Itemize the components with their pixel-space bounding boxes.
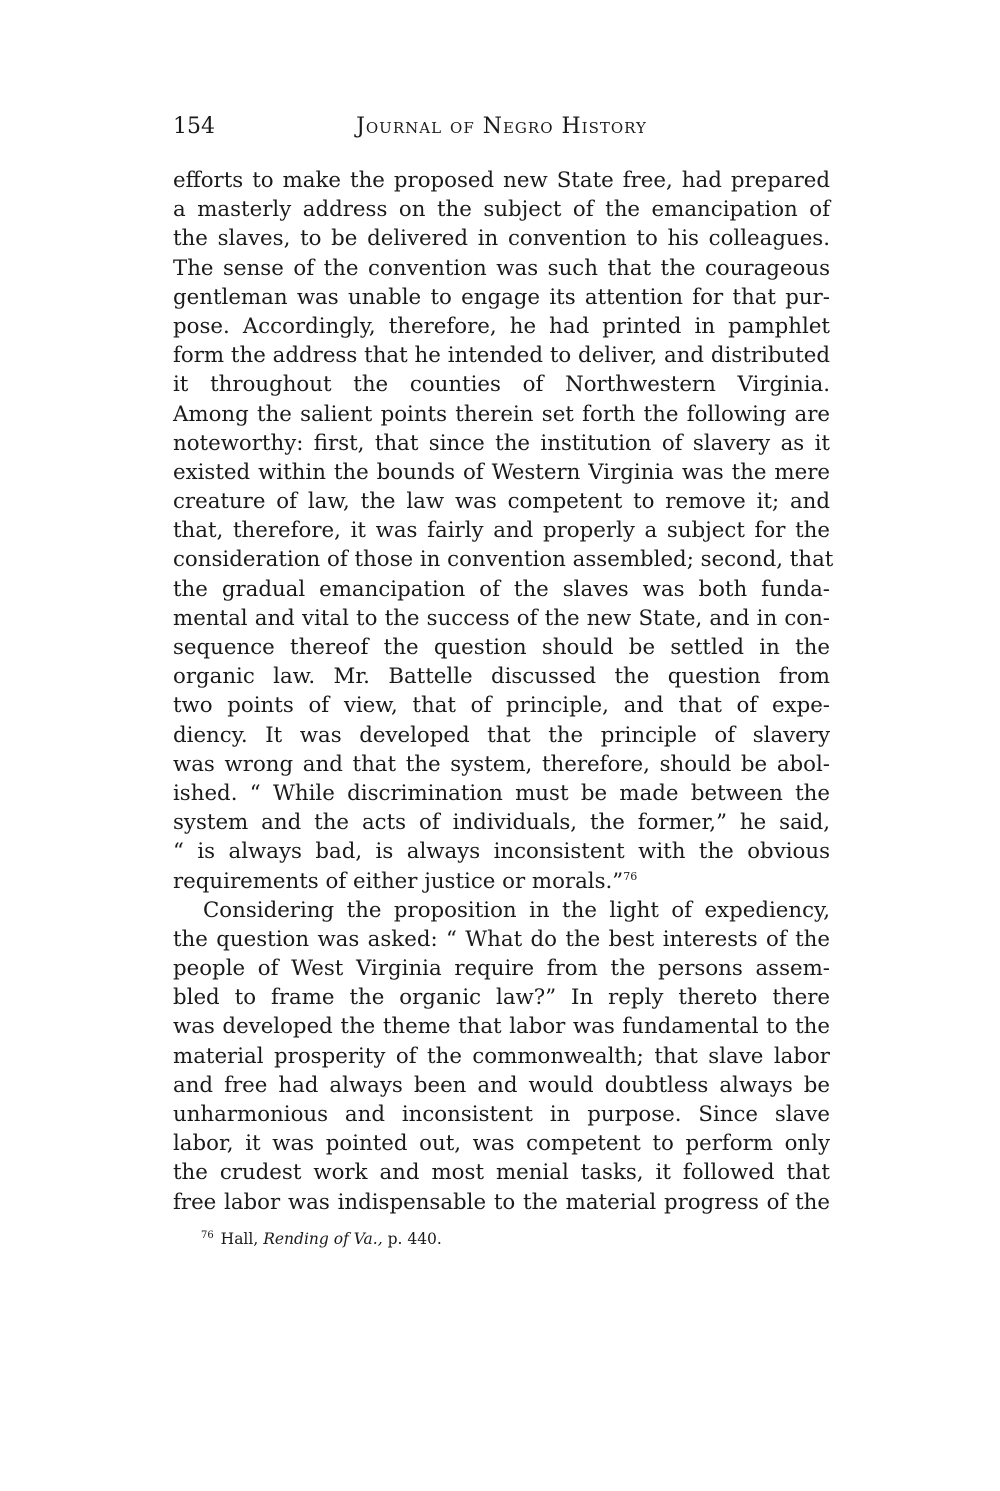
text-line: pose. Accordingly, therefore, he had printed in pamphlet — [173, 313, 830, 339]
text-line: bled to frame the organic law?” In reply thereto there — [173, 985, 830, 1011]
text-line: The sense of the convention was such that the courageous — [173, 255, 830, 281]
text-line: was wrong and that the system, therefore, should be abol- — [173, 751, 830, 777]
text-line: labor, it was pointed out, was competent to perform only — [173, 1131, 830, 1157]
text-line: mental and vital to the success of the new State, and in con- — [173, 605, 830, 631]
text-line: form the address that he intended to deliver, and distributed — [173, 343, 830, 369]
footnote-page: p. 440. — [387, 1229, 442, 1248]
text-line: a masterly address on the subject of the emancipation of — [173, 197, 830, 223]
text-line: system and the acts of individuals, the former,” he said, — [173, 810, 830, 836]
journal-title: Journal of Negro History — [356, 114, 647, 139]
page-number: 154 — [173, 114, 215, 139]
text-line: the crudest work and most menial tasks, it followed that — [173, 1160, 830, 1186]
paragraph-1 — [173, 166, 834, 896]
text-line: was developed the theme that labor was fundamental to the — [173, 1014, 830, 1040]
footnote-title: Rending of Va., — [263, 1229, 383, 1248]
text-line: organic law. Mr. Battelle discussed the question from — [173, 664, 830, 690]
footnote — [173, 1225, 830, 1250]
text-line: the slaves, to be delivered in convention to his colleagues. — [173, 226, 830, 252]
body-text — [173, 166, 834, 1217]
text-line: material prosperity of the commonwealth; that slave labor — [173, 1043, 830, 1069]
text-line: diency. It was developed that the principle of slavery — [173, 722, 830, 748]
text-line: that, therefore, it was fairly and properly a subject for the — [173, 518, 830, 544]
text-line: “ is always bad, is always inconsistent with the obvious — [173, 839, 830, 865]
paragraph-2 — [173, 896, 830, 1217]
footnote-reference: 76 — [623, 869, 638, 883]
text-line: free labor was indispensable to the material progress of the — [173, 1189, 830, 1215]
text-line: people of West Virginia require from the persons assem- — [173, 956, 830, 982]
text-line: ished. “ While discrimination must be made between the — [173, 780, 830, 806]
running-head — [173, 110, 830, 144]
text-line: the question was asked: “ What do the best interests of the — [173, 926, 830, 952]
text-line: noteworthy: first, that since the institution of slavery as it — [173, 430, 830, 456]
text-line: creature of law, the law was competent to remove it; and — [173, 489, 830, 515]
text-line: it throughout the counties of Northwestern Virginia. — [173, 372, 830, 398]
text-line: efforts to make the proposed new State free, had prepared — [173, 168, 830, 193]
text-line: consideration of those in convention assembled; second, that — [173, 547, 834, 573]
text-line: gentleman was unable to engage its attention for that pur- — [173, 284, 830, 310]
text-line: sequence thereof the question should be settled in the — [173, 635, 830, 660]
text-line: and free had always been and would doubtless always be — [173, 1072, 830, 1098]
footnote-number: 76 — [201, 1229, 214, 1241]
text-line: Considering the proposition in the light of expediency, — [203, 897, 830, 923]
text-line: two points of view, that of principle, and that of expe- — [173, 693, 830, 719]
text-line: the gradual emancipation of the slaves was both funda- — [173, 576, 830, 602]
text-line: requirements of either justice or morals.”$^{76}$ — [173, 868, 638, 894]
text-line: existed within the bounds of Western Virginia was the mere — [173, 459, 830, 485]
page — [173, 110, 834, 1250]
footnote-author: Hall, — [220, 1229, 259, 1248]
text-line: unharmonious and inconsistent in purpose. Since slave — [173, 1102, 830, 1127]
text-line: Among the salient points therein set forth the following are — [173, 401, 830, 427]
